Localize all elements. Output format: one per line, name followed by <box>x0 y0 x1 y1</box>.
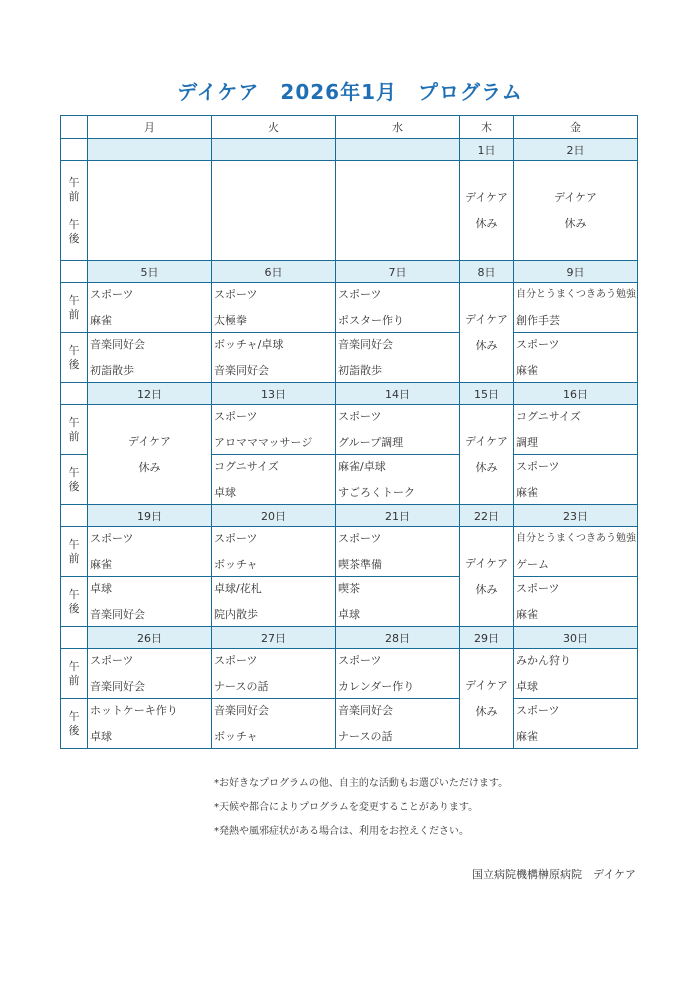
program-cell: スポーツ 麻雀 <box>88 283 212 333</box>
program-cell: スポーツ ボッチャ <box>212 527 336 577</box>
program-cell: 音楽同好会 ボッチャ <box>212 699 336 749</box>
note-line: *発熱や風邪症状がある場合は、利用をお控えください。 <box>214 826 469 837</box>
program-cell: スポーツ 麻雀 <box>88 527 212 577</box>
am-row <box>61 283 638 333</box>
program-cell: スポーツ 麻雀 <box>514 333 638 383</box>
closed-cell: デイケア 休み <box>460 283 514 383</box>
note-line: *天候や都合によりプログラムを変更することがあります。 <box>214 802 479 813</box>
program-cell: 自分とうまくつきあう勉強 創作手芸 <box>514 283 638 333</box>
program-cell: 音楽同好会 ナースの話 <box>336 699 460 749</box>
date-row <box>61 383 638 405</box>
am-row <box>61 405 638 455</box>
empty-cell <box>336 161 460 261</box>
closed-cell: デイケア 休み <box>460 405 514 505</box>
date-cell: 19日 <box>88 505 212 527</box>
date-cell: 26日 <box>88 627 212 649</box>
period-label-pm: 午 後 <box>61 699 88 749</box>
closed-cell: デイケア 休み <box>88 405 212 505</box>
closed-cell: デイケア 休み <box>460 161 514 261</box>
date-cell: 5日 <box>88 261 212 283</box>
period-label: 午 前 午 後 <box>61 161 88 261</box>
program-cell: スポーツ ポスター作り <box>336 283 460 333</box>
date-cell: 15日 <box>460 383 514 405</box>
note-line: *お好きなプログラムの他、自主的な活動もお選びいただけます。 <box>214 778 509 789</box>
program-cell: スポーツ 太極拳 <box>212 283 336 333</box>
date-row <box>61 627 638 649</box>
date-row <box>61 505 638 527</box>
program-cell: スポーツ ナースの話 <box>212 649 336 699</box>
period-label-am: 午 前 <box>61 405 88 455</box>
date-cell: 22日 <box>460 505 514 527</box>
date-cell: 30日 <box>514 627 638 649</box>
date-cell: 20日 <box>212 505 336 527</box>
weekday-header-row <box>61 116 638 139</box>
period-label-am: 午 前 <box>61 527 88 577</box>
pm-row <box>61 333 638 383</box>
program-cell: 自分とうまくつきあう勉強 ゲーム <box>514 527 638 577</box>
program-cell: コグニサイズ 調理 <box>514 405 638 455</box>
program-cell: スポーツ 音楽同好会 <box>88 649 212 699</box>
date-cell: 14日 <box>336 383 460 405</box>
period-label-am: 午 前 <box>61 649 88 699</box>
date-cell: 29日 <box>460 627 514 649</box>
date-cell: 1日 <box>460 139 514 161</box>
date-cell: 23日 <box>514 505 638 527</box>
date-cell: 2日 <box>514 139 638 161</box>
am-row <box>61 527 638 577</box>
program-cell: スポーツ 麻雀 <box>514 699 638 749</box>
program-cell: スポーツ アロマママッサージ <box>212 405 336 455</box>
day-header-wed: 水 <box>336 116 460 139</box>
corner-cell <box>61 116 88 139</box>
program-cell: ボッチャ/卓球 音楽同好会 <box>212 333 336 383</box>
program-cell: コグニサイズ 卓球 <box>212 455 336 505</box>
closed-cell: デイケア 休み <box>514 161 638 261</box>
day-header-tue: 火 <box>212 116 336 139</box>
week1-row <box>61 161 638 261</box>
program-cell: 麻雀/卓球 すごろくトーク <box>336 455 460 505</box>
program-cell: スポーツ 麻雀 <box>514 455 638 505</box>
date-cell: 28日 <box>336 627 460 649</box>
closed-cell: デイケア 休み <box>460 527 514 627</box>
period-label-pm: 午 後 <box>61 455 88 505</box>
date-cell: 27日 <box>212 627 336 649</box>
program-cell: みかん狩り 卓球 <box>514 649 638 699</box>
date-cell: 16日 <box>514 383 638 405</box>
date-row <box>61 139 638 161</box>
date-cell: 8日 <box>460 261 514 283</box>
period-label-pm: 午 後 <box>61 577 88 627</box>
program-schedule-table <box>60 115 638 749</box>
notes <box>214 772 508 844</box>
program-cell: スポーツ カレンダー作り <box>336 649 460 699</box>
program-cell: スポーツ 麻雀 <box>514 577 638 627</box>
date-cell: 9日 <box>514 261 638 283</box>
date-row <box>61 261 638 283</box>
day-header-thu: 木 <box>460 116 514 139</box>
program-cell: スポーツ グループ調理 <box>336 405 460 455</box>
program-cell: 卓球/花札 院内散歩 <box>212 577 336 627</box>
day-header-fri: 金 <box>514 116 638 139</box>
program-cell: 音楽同好会 初詣散歩 <box>336 333 460 383</box>
program-cell: 卓球 音楽同好会 <box>88 577 212 627</box>
day-header-mon: 月 <box>88 116 212 139</box>
period-label-am: 午 前 <box>61 283 88 333</box>
date-cell <box>336 139 460 161</box>
page-title: デイケア 2026年1月 プログラム <box>177 80 523 104</box>
program-cell: 喫茶 卓球 <box>336 577 460 627</box>
empty-cell <box>212 161 336 261</box>
program-cell: スポーツ 喫茶準備 <box>336 527 460 577</box>
pm-row <box>61 577 638 627</box>
program-cell: ホットケーキ作り 卓球 <box>88 699 212 749</box>
date-cell: 13日 <box>212 383 336 405</box>
date-cell: 12日 <box>88 383 212 405</box>
date-cell: 7日 <box>336 261 460 283</box>
empty-cell <box>88 161 212 261</box>
closed-cell: デイケア 休み <box>460 649 514 749</box>
date-cell <box>212 139 336 161</box>
am-row <box>61 649 638 699</box>
footer-organization: 国立病院機構榊原病院 デイケア <box>471 868 636 881</box>
date-cell: 6日 <box>212 261 336 283</box>
pm-row <box>61 699 638 749</box>
date-cell: 21日 <box>336 505 460 527</box>
period-label-pm: 午 後 <box>61 333 88 383</box>
date-cell <box>88 139 212 161</box>
program-cell: 音楽同好会 初詣散歩 <box>88 333 212 383</box>
